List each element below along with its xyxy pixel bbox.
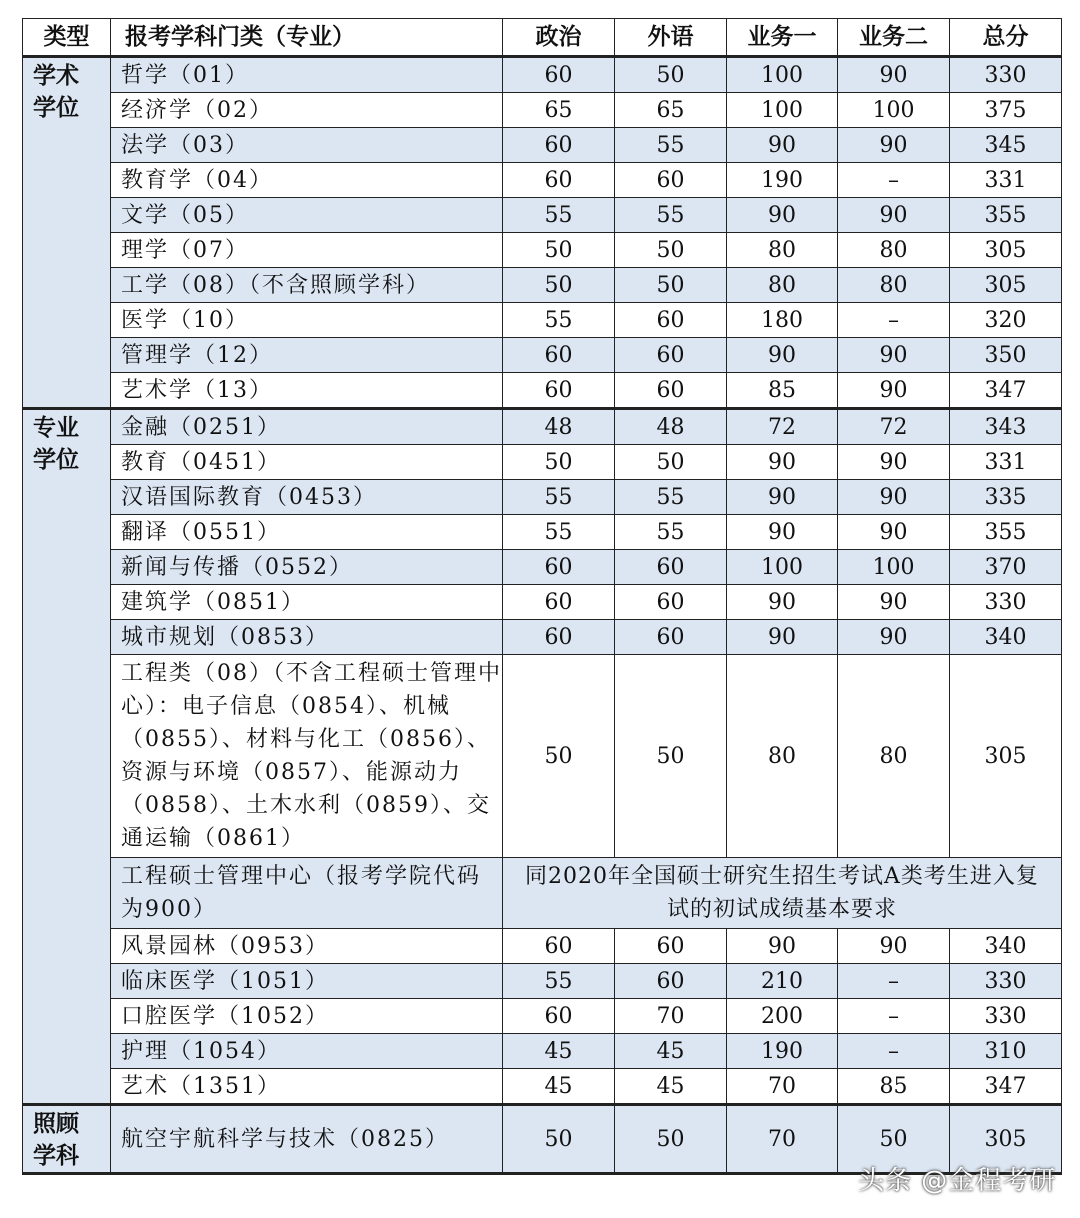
language-score-cell: 55: [615, 480, 727, 515]
total-score-cell: 355: [950, 515, 1062, 550]
major1-score-cell: 72: [727, 409, 838, 445]
major1-score-cell: 85: [727, 373, 838, 409]
table-row: [23, 550, 1062, 585]
total-score-cell: 347: [950, 373, 1062, 409]
major1-score-cell: 80: [727, 655, 838, 858]
table-row: [23, 445, 1062, 480]
header-politics: 政治: [503, 19, 615, 57]
politics-score-cell: 60: [503, 163, 615, 198]
major2-score-cell: 90: [838, 445, 950, 480]
major2-score-cell: –: [838, 1034, 950, 1069]
table-row: [23, 1069, 1062, 1105]
table-row: [23, 964, 1062, 999]
major2-score-cell: 80: [838, 233, 950, 268]
language-score-cell: 45: [615, 1069, 727, 1105]
major2-score-cell: 90: [838, 515, 950, 550]
total-score-cell: 310: [950, 1034, 1062, 1069]
subject-cell: 临床医学（1051）: [111, 964, 503, 999]
table-row: [23, 620, 1062, 655]
table-row: [23, 929, 1062, 964]
subject-cell: 工程类（08）（不含工程硕士管理中心）：电子信息（0854）、机械（0855）、材料与化工（0856）、资源与环境（0857）、能源动力（0858）、土木水利（0859）、交通运输（0861）: [111, 655, 503, 858]
table-row: [23, 198, 1062, 233]
subject-cell: 翻译（0551）: [111, 515, 503, 550]
subject-cell: 护理（1054）: [111, 1034, 503, 1069]
category-cell: 专业 学位: [23, 409, 111, 1105]
total-score-cell: 375: [950, 93, 1062, 128]
subject-cell: 新闻与传播（0552）: [111, 550, 503, 585]
politics-score-cell: 65: [503, 93, 615, 128]
major1-score-cell: 190: [727, 163, 838, 198]
major2-score-cell: 80: [838, 268, 950, 303]
table-row: [23, 480, 1062, 515]
politics-score-cell: 55: [503, 303, 615, 338]
total-score-cell: 347: [950, 1069, 1062, 1105]
language-score-cell: 45: [615, 1034, 727, 1069]
subject-cell: 口腔医学（1052）: [111, 999, 503, 1034]
language-score-cell: 60: [615, 338, 727, 373]
subject-cell: 教育（0451）: [111, 445, 503, 480]
major2-score-cell: 50: [838, 1105, 950, 1174]
language-score-cell: 60: [615, 163, 727, 198]
politics-score-cell: 50: [503, 445, 615, 480]
language-score-cell: 55: [615, 198, 727, 233]
table-row: [23, 128, 1062, 163]
subject-cell: 风景园林（0953）: [111, 929, 503, 964]
politics-score-cell: 60: [503, 585, 615, 620]
header-major1: 业务一: [727, 19, 838, 57]
politics-score-cell: 45: [503, 1069, 615, 1105]
major1-score-cell: 100: [727, 57, 838, 93]
major1-score-cell: 80: [727, 268, 838, 303]
politics-score-cell: 60: [503, 57, 615, 93]
table-row: [23, 1034, 1062, 1069]
total-score-cell: 331: [950, 163, 1062, 198]
total-score-cell: 305: [950, 268, 1062, 303]
major2-score-cell: 90: [838, 338, 950, 373]
major1-score-cell: 190: [727, 1034, 838, 1069]
language-score-cell: 55: [615, 515, 727, 550]
subject-cell: 艺术学（13）: [111, 373, 503, 409]
total-score-cell: 330: [950, 585, 1062, 620]
table-row: [23, 515, 1062, 550]
table-row: [23, 93, 1062, 128]
major2-score-cell: 80: [838, 655, 950, 858]
major2-score-cell: –: [838, 999, 950, 1034]
politics-score-cell: 60: [503, 373, 615, 409]
subject-cell: 汉语国际教育（0453）: [111, 480, 503, 515]
header-subject: 报考学科门类（专业）: [111, 19, 503, 57]
language-score-cell: 60: [615, 964, 727, 999]
category-cell: 学术 学位: [23, 57, 111, 409]
table-row: [23, 409, 1062, 445]
major1-score-cell: 80: [727, 233, 838, 268]
header-row: [23, 19, 1062, 57]
total-score-cell: 335: [950, 480, 1062, 515]
major2-score-cell: 85: [838, 1069, 950, 1105]
politics-score-cell: 60: [503, 550, 615, 585]
subject-cell: 哲学（01）: [111, 57, 503, 93]
major1-score-cell: 90: [727, 198, 838, 233]
major1-score-cell: 90: [727, 128, 838, 163]
total-score-cell: 330: [950, 964, 1062, 999]
language-score-cell: 60: [615, 373, 727, 409]
language-score-cell: 60: [615, 585, 727, 620]
total-score-cell: 305: [950, 655, 1062, 858]
subject-cell: 艺术（1351）: [111, 1069, 503, 1105]
major2-score-cell: –: [838, 303, 950, 338]
note-cell: 同2020年全国硕士研究生招生考试A类考生进入复试的初试成绩基本要求: [503, 858, 1062, 929]
language-score-cell: 50: [615, 655, 727, 858]
major2-score-cell: 90: [838, 128, 950, 163]
politics-score-cell: 50: [503, 1105, 615, 1174]
total-score-cell: 370: [950, 550, 1062, 585]
table-row: [23, 655, 1062, 858]
major1-score-cell: 90: [727, 620, 838, 655]
politics-score-cell: 60: [503, 929, 615, 964]
major2-score-cell: 100: [838, 93, 950, 128]
major2-score-cell: 90: [838, 620, 950, 655]
language-score-cell: 60: [615, 550, 727, 585]
total-score-cell: 343: [950, 409, 1062, 445]
header-total: 总分: [950, 19, 1062, 57]
politics-score-cell: 50: [503, 233, 615, 268]
politics-score-cell: 55: [503, 198, 615, 233]
header-type: 类型: [23, 19, 111, 57]
major1-score-cell: 70: [727, 1069, 838, 1105]
language-score-cell: 60: [615, 303, 727, 338]
language-score-cell: 70: [615, 999, 727, 1034]
subject-cell: 经济学（02）: [111, 93, 503, 128]
major2-score-cell: 90: [838, 373, 950, 409]
subject-cell: 航空宇航科学与技术（0825）: [111, 1105, 503, 1174]
major2-score-cell: 100: [838, 550, 950, 585]
total-score-cell: 355: [950, 198, 1062, 233]
table-row: [23, 233, 1062, 268]
total-score-cell: 340: [950, 620, 1062, 655]
table-row: [23, 57, 1062, 93]
politics-score-cell: 55: [503, 480, 615, 515]
politics-score-cell: 60: [503, 128, 615, 163]
table-row: [23, 268, 1062, 303]
language-score-cell: 50: [615, 445, 727, 480]
politics-score-cell: 55: [503, 515, 615, 550]
language-score-cell: 55: [615, 128, 727, 163]
major1-score-cell: 210: [727, 964, 838, 999]
subject-cell: 城市规划（0853）: [111, 620, 503, 655]
language-score-cell: 50: [615, 1105, 727, 1174]
subject-cell: 医学（10）: [111, 303, 503, 338]
language-score-cell: 50: [615, 268, 727, 303]
subject-cell: 工程硕士管理中心（报考学院代码为900）: [111, 858, 503, 929]
table-row: [23, 373, 1062, 409]
table-row: [23, 585, 1062, 620]
major2-score-cell: –: [838, 964, 950, 999]
major1-score-cell: 90: [727, 480, 838, 515]
politics-score-cell: 48: [503, 409, 615, 445]
subject-cell: 建筑学（0851）: [111, 585, 503, 620]
language-score-cell: 60: [615, 929, 727, 964]
subject-cell: 法学（03）: [111, 128, 503, 163]
major2-score-cell: 90: [838, 929, 950, 964]
major1-score-cell: 90: [727, 929, 838, 964]
politics-score-cell: 60: [503, 338, 615, 373]
table-row: [23, 163, 1062, 198]
subject-cell: 教育学（04）: [111, 163, 503, 198]
major1-score-cell: 90: [727, 515, 838, 550]
subject-cell: 工学（08）（不含照顾学科）: [111, 268, 503, 303]
major1-score-cell: 90: [727, 338, 838, 373]
politics-score-cell: 45: [503, 1034, 615, 1069]
table-row: [23, 338, 1062, 373]
total-score-cell: 320: [950, 303, 1062, 338]
table-row: [23, 999, 1062, 1034]
header-language: 外语: [615, 19, 727, 57]
total-score-cell: 331: [950, 445, 1062, 480]
language-score-cell: 65: [615, 93, 727, 128]
politics-score-cell: 55: [503, 964, 615, 999]
total-score-cell: 305: [950, 1105, 1062, 1174]
language-score-cell: 60: [615, 620, 727, 655]
subject-cell: 金融（0251）: [111, 409, 503, 445]
politics-score-cell: 60: [503, 999, 615, 1034]
total-score-cell: 345: [950, 128, 1062, 163]
language-score-cell: 50: [615, 233, 727, 268]
category-cell: 照顾 学科: [23, 1105, 111, 1174]
subject-cell: 理学（07）: [111, 233, 503, 268]
major2-score-cell: 72: [838, 409, 950, 445]
table-row: [23, 858, 1062, 929]
major2-score-cell: 90: [838, 57, 950, 93]
total-score-cell: 305: [950, 233, 1062, 268]
subject-cell: 文学（05）: [111, 198, 503, 233]
major2-score-cell: 90: [838, 198, 950, 233]
total-score-cell: 350: [950, 338, 1062, 373]
major1-score-cell: 100: [727, 550, 838, 585]
major1-score-cell: 90: [727, 445, 838, 480]
politics-score-cell: 60: [503, 620, 615, 655]
subject-cell: 管理学（12）: [111, 338, 503, 373]
politics-score-cell: 50: [503, 268, 615, 303]
major1-score-cell: 180: [727, 303, 838, 338]
major2-score-cell: 90: [838, 585, 950, 620]
watermark: 头条 @金程考研: [858, 1166, 1057, 1196]
total-score-cell: 330: [950, 57, 1062, 93]
score-table: [22, 18, 1062, 1175]
major1-score-cell: 70: [727, 1105, 838, 1174]
language-score-cell: 50: [615, 57, 727, 93]
politics-score-cell: 50: [503, 655, 615, 858]
major1-score-cell: 200: [727, 999, 838, 1034]
major1-score-cell: 100: [727, 93, 838, 128]
major1-score-cell: 90: [727, 585, 838, 620]
header-major2: 业务二: [838, 19, 950, 57]
total-score-cell: 330: [950, 999, 1062, 1034]
total-score-cell: 340: [950, 929, 1062, 964]
language-score-cell: 48: [615, 409, 727, 445]
major2-score-cell: –: [838, 163, 950, 198]
table-row: [23, 303, 1062, 338]
major2-score-cell: 90: [838, 480, 950, 515]
